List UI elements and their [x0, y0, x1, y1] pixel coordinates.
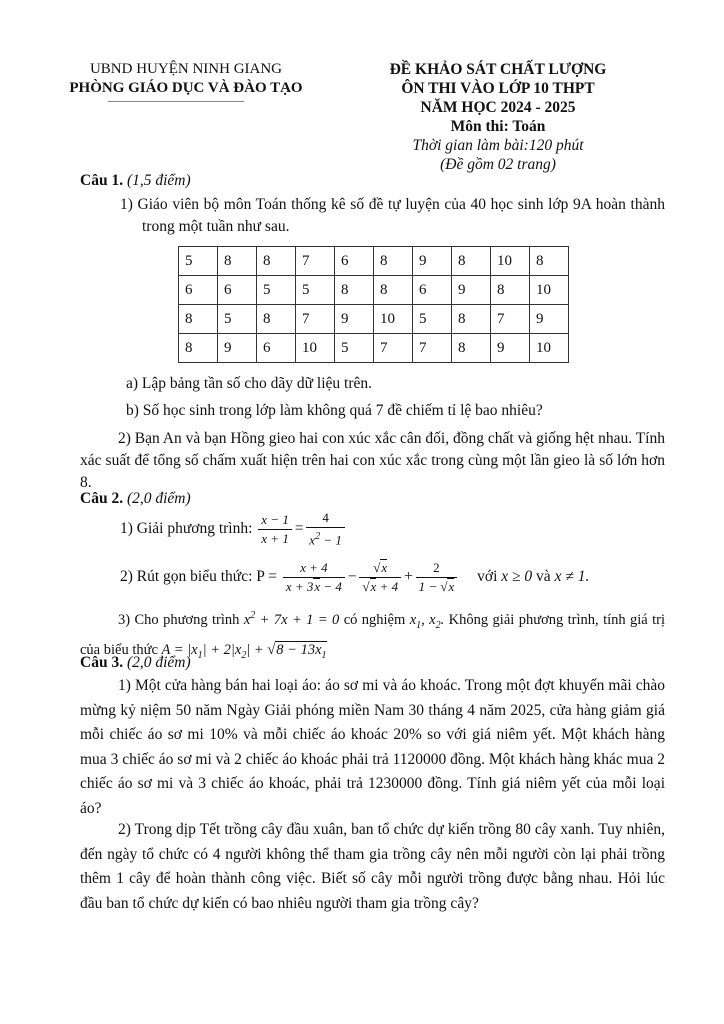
- table-cell: 8: [257, 305, 296, 334]
- table-cell: 7: [296, 305, 335, 334]
- exam-subtitle: ÔN THI VÀO LỚP 10 THPT: [401, 80, 595, 97]
- table-cell: 9: [530, 305, 569, 334]
- table-cell: 8: [374, 247, 413, 276]
- q3-points: (2,0 điểm): [126, 654, 191, 671]
- table-cell: 8: [179, 305, 218, 334]
- time-limit: Thời gian làm bài:120 phút: [412, 137, 584, 154]
- table-cell: 6: [413, 276, 452, 305]
- q1-part1: 1) Giáo viên bộ môn Toán thống kê số đề tự luyện của 40 học sinh lớp 9A hoàn thành trong một tuần như sau.: [120, 196, 665, 235]
- table-cell: 8: [374, 276, 413, 305]
- q2-part2-label: 2) Rút gọn biểu thức: P =: [120, 568, 277, 585]
- q2-points: (2,0 điểm): [126, 490, 191, 507]
- q1-heading: [80, 170, 665, 192]
- table-cell: 9: [218, 334, 257, 363]
- table-cell: 7: [374, 334, 413, 363]
- table-cell: 7: [413, 334, 452, 363]
- q2-part1: [120, 509, 705, 550]
- exam-title: ĐỀ KHẢO SÁT CHẤT LƯỢNG: [389, 61, 607, 78]
- header-right: [350, 60, 646, 174]
- table-cell: 5: [335, 334, 374, 363]
- q3-title: Câu 3.: [80, 654, 124, 671]
- department-name: UBND HUYỆN NINH GIANG: [89, 61, 283, 77]
- table-cell: 10: [491, 247, 530, 276]
- q2-title: Câu 2.: [80, 490, 124, 507]
- table-cell: 9: [335, 305, 374, 334]
- table-cell: 7: [491, 305, 530, 334]
- q2-part3-b: có nghiệm: [343, 611, 406, 628]
- table-cell: 10: [296, 334, 335, 363]
- table-row: [179, 334, 569, 363]
- q2-part3-c: Không giải phương trình, tính giá trị của biểu thức: [80, 611, 666, 658]
- table-cell: 10: [374, 305, 413, 334]
- table-cell: 6: [335, 247, 374, 276]
- office-name: PHÒNG GIÁO DỤC VÀ ĐÀO TẠO: [69, 80, 303, 96]
- q3-part1: 1) Một cửa hàng bán hai loại áo: áo sơ mi và áo khoác. Trong một đợt khuyến mãi chào mừng kỷ niệm 50 năm Ngày Giải phóng miền Nam 30 tháng 4 năm 2025, cửa hàng giảm giá mỗi chiếc áo sơ mi 10% và mỗi chiếc áo khoác 20% so với giá niêm yết. Một khách hàng mua 3 chiếc áo sơ mi và 2 chiếc áo khoác phải trả 1120000 đồng. Một khách hàng khác mua 2 chiếc áo sơ mi và 3 chiếc áo khoác, phải trả 1230000 đồng. Tính giá niêm yết của mỗi loại áo?: [80, 677, 665, 817]
- table-cell: 7: [296, 247, 335, 276]
- table-cell: 5: [257, 276, 296, 305]
- table-cell: 8: [452, 247, 491, 276]
- table-cell: 8: [179, 334, 218, 363]
- q2-part3-a: 3) Cho phương trình: [118, 611, 240, 628]
- table-cell: 6: [257, 334, 296, 363]
- header-left: [52, 60, 320, 98]
- data-table: [178, 246, 569, 363]
- q2-part2: [120, 557, 705, 597]
- expression-a: $A = |x_1| + 2|x_2| + √8 - 13x_1$: [161, 641, 327, 661]
- condition-2: x ≠ 1.: [554, 568, 590, 585]
- table-cell: 8: [530, 247, 569, 276]
- q1-part-a: a) Lập bảng tần số cho dãy dữ liệu trên.: [126, 375, 372, 392]
- q2-and-label: và: [536, 568, 551, 585]
- table-cell: 9: [491, 334, 530, 363]
- table-cell: 5: [413, 305, 452, 334]
- school-year: NĂM HỌC 2024 - 2025: [420, 99, 576, 116]
- table-cell: 6: [179, 276, 218, 305]
- table-cell: 8: [257, 247, 296, 276]
- table-cell: 10: [530, 276, 569, 305]
- q2-part1-label: 1) Giải phương trình:: [120, 520, 253, 537]
- q1-points: (1,5 điểm): [126, 172, 191, 189]
- roots: $x_1$, $x_2$.: [409, 611, 445, 631]
- q3-part2: 2) Trong dịp Tết trồng cây đầu xuân, ban tổ chức dự kiến trồng 80 cây xanh. Tuy nhiên, đến ngày tổ chức có 4 người không thể tham gia trồng cây nên mỗi người còn lại phải trồng thêm 1 cây để hoàn thành công việc. Biết số cây mỗi người trồng được bằng nhau. Hỏi lúc đầu ban tổ chức dự kiến có bao nhiêu người tham gia trồng cây?: [80, 821, 665, 912]
- q2-heading: [80, 488, 665, 510]
- page-count: (Đề gồm 02 trang): [440, 156, 556, 173]
- table-cell: 6: [218, 276, 257, 305]
- table-cell: 8: [491, 276, 530, 305]
- q1-part-b: b) Số học sinh trong lớp làm không quá 7 đề chiếm tỉ lệ bao nhiêu?: [126, 402, 543, 419]
- table-cell: 8: [452, 334, 491, 363]
- table-cell: 8: [335, 276, 374, 305]
- table-cell: 5: [179, 247, 218, 276]
- subject: Môn thi: Toán: [450, 118, 546, 135]
- table-row: [179, 247, 569, 276]
- table-cell: 8: [218, 247, 257, 276]
- table-cell: 5: [218, 305, 257, 334]
- table-row: [179, 276, 569, 305]
- table-cell: 10: [530, 334, 569, 363]
- equation-2: $x^2 + 7x + 1 = 0$: [243, 610, 340, 628]
- table-cell: 5: [296, 276, 335, 305]
- table-row: [179, 305, 569, 334]
- table-cell: 9: [452, 276, 491, 305]
- q1-title: Câu 1.: [80, 172, 124, 189]
- table-cell: 9: [413, 247, 452, 276]
- q3-heading: [80, 652, 665, 674]
- table-cell: 8: [452, 305, 491, 334]
- q1-part2: 2) Bạn An và bạn Hồng gieo hai con xúc xắc cân đối, đồng chất và giống hệt nhau. Tính xác suất để tổng số chấm xuất hiện trên hai con xúc xắc trong cùng một lần gieo là số lớn hơn 8.: [80, 430, 665, 491]
- condition-1: x ≥ 0: [501, 568, 533, 585]
- equation-1: $\frac{x - 1}{x + 1}$ = $\frac{4}{x^2 - 1}$: [256, 520, 347, 537]
- header-underline: [108, 101, 244, 102]
- expression-p: $\frac{x + 4}{x + 3x - 4}$ − $\frac{√x}{√x + 4}$ + $\frac{2}{1 - √x}$: [281, 568, 463, 585]
- q2-condition-label: với: [477, 568, 498, 585]
